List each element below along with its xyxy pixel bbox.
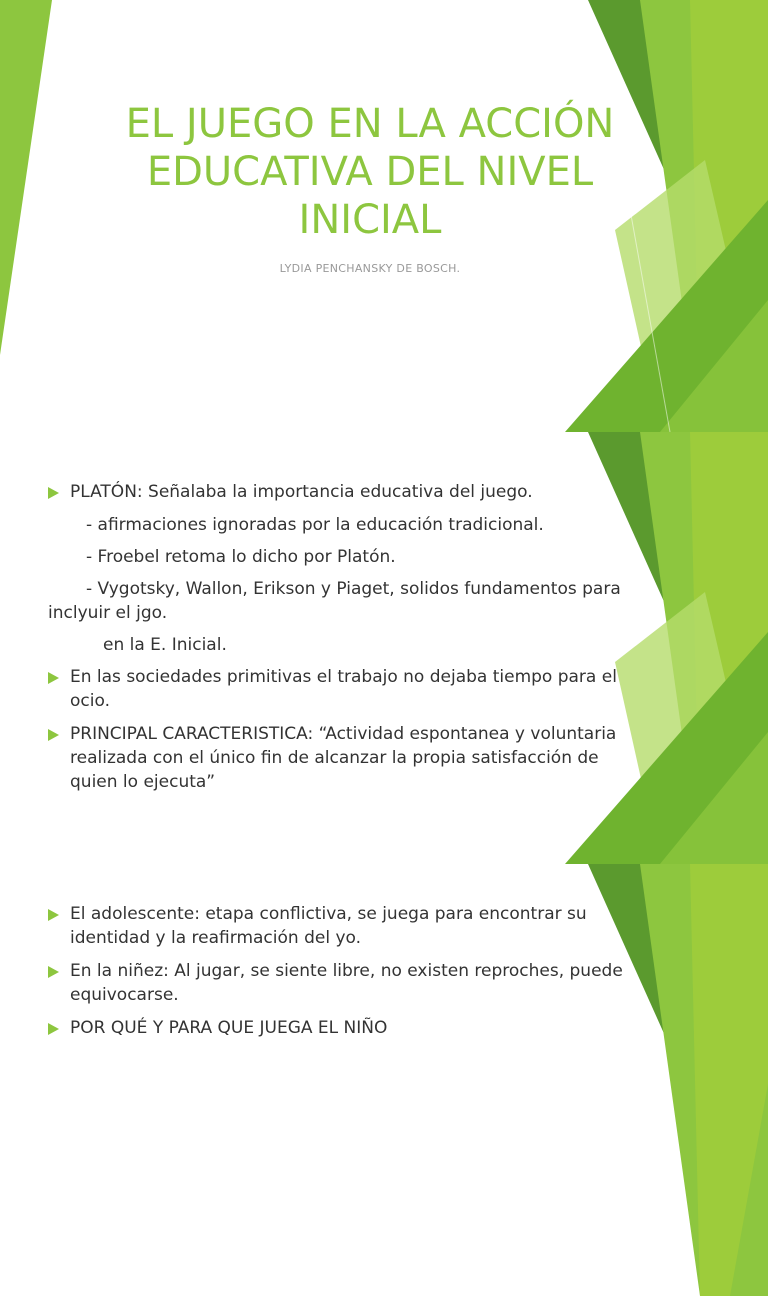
bullet-sociedades: En las sociedades primitivas el trabajo no dejaba tiempo para el ocio.: [48, 665, 633, 713]
sub-item-1: - afirmaciones ignoradas por la educación tradicional.: [86, 515, 544, 535]
slide-body: [48, 902, 633, 1049]
bullet-platon: PLATÓN: Señalaba la importancia educativa del juego.: [48, 480, 633, 504]
bullet-por-que: POR QUÉ Y PARA QUE JUEGA EL NIÑO: [48, 1016, 633, 1040]
sub-item-3: - Vygotsky, Wallon, Erikson y Piaget, solidos fundamentos para inclyuir el jgo.: [48, 579, 621, 623]
slide-title-text: [80, 100, 660, 244]
slide-body: [48, 480, 633, 803]
bullet-ninez: En la niñez: Al jugar, se siente libre, no existen reproches, puede equivocarse.: [48, 959, 633, 1007]
slide-title: [0, 0, 768, 432]
sub-item-2: - Froebel retoma lo dicho por Platón.: [86, 547, 396, 567]
slide-content-1: [0, 432, 768, 864]
sub-item-4: en la E. Inicial.: [103, 635, 227, 655]
title-line-3: INICIAL: [298, 197, 442, 243]
title-line-2: EDUCATIVA DEL NIVEL: [146, 149, 594, 195]
bullet-caracteristica: PRINCIPAL CARACTERISTICA: “Actividad espontanea y voluntaria realizada con el único fin de alcanzar la propia satisfacción de quien lo ejecuta”: [48, 722, 633, 794]
slide-subtitle: LYDIA PENCHANSKY DE BOSCH.: [279, 262, 461, 275]
slide-content-2: [0, 864, 768, 1038]
bullet-adolescente: El adolescente: etapa conflictiva, se juega para encontrar su identidad y la reafirmación del yo.: [48, 902, 633, 950]
title-line-1: EL JUEGO EN LA ACCIÓN: [125, 101, 615, 147]
